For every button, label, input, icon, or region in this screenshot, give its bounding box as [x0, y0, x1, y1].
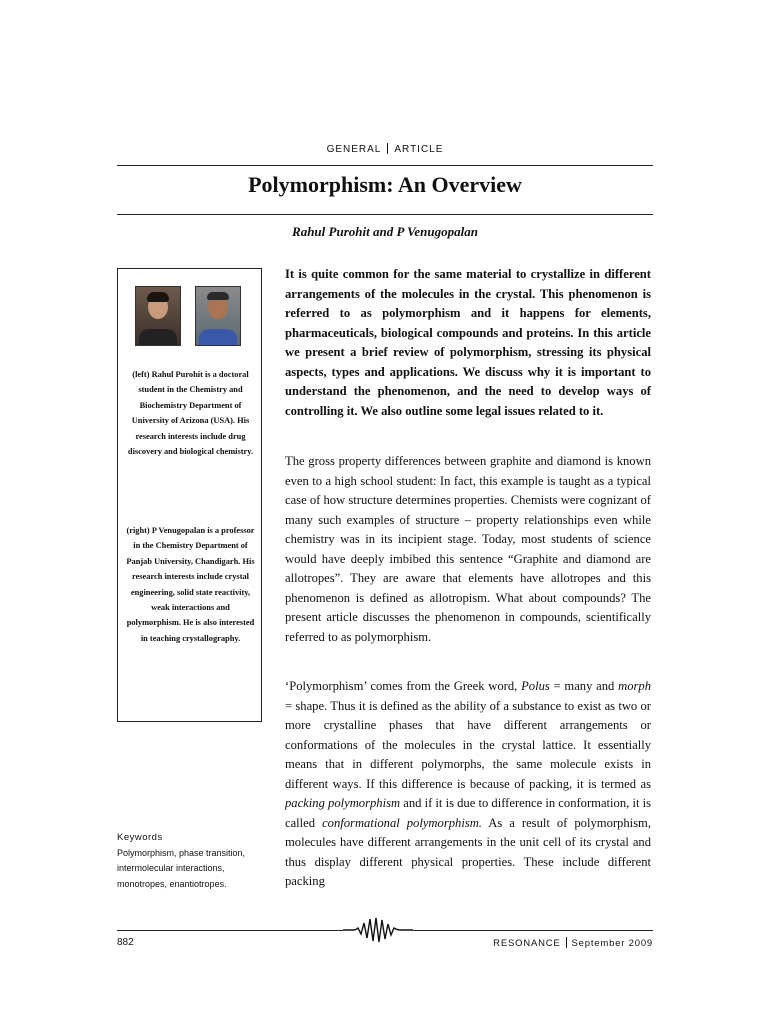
title-rule — [117, 214, 653, 215]
keywords-title: Keywords — [117, 832, 163, 843]
keywords-block — [117, 830, 277, 892]
section-separator — [387, 143, 388, 154]
text-run: = shape. Thus it is defined as the ability of a substance to exist as two or more crystalline phases that have different arrangements or conformations of the molecules in the crystal lattice. It essentially means that in different polymorphs, the same molecule exists in different ways. If this difference is because of packing, it is termed as — [285, 698, 651, 791]
term-packing-polymorphism: packing polymorphism — [285, 796, 401, 810]
article-type: ARTICLE — [394, 144, 444, 155]
author-photo-right — [195, 286, 241, 346]
issue-date: September 2009 — [571, 938, 653, 949]
body-paragraph-1: The gross property differences between graphite and diamond is known even to a high school student: In fact, this example is taught as a typical case of how structure determines properties. Chemists were cognizant of many such examples of structure – property relationships even while chemistry was in its incipient stage. Today, most students of science would have deeply imbibed this sentence “Graphite and diamond are allotropes”. They are aware that elements have allotropes and this phenomenon is defined as allotropism. What about compounds? The present article discusses the phenomenon in compounds, scientifically referred to as polymorphism. — [285, 454, 651, 644]
author-bio-box — [117, 268, 262, 722]
authors: Rahul Purohit and P Venugopalan — [292, 224, 478, 239]
text-run: ‘Polymorphism’ comes from the Greek word, — [285, 679, 522, 693]
header-rule — [117, 165, 653, 166]
term-morph: morph — [618, 679, 651, 693]
page-number: 882 — [117, 937, 134, 948]
abstract: It is quite common for the same material to crystallize in different arrangements of the molecules in the crystal. This phenomenon is referred to as polymorphism and it happens for elements, pharmaceuticals, biological compounds and proteins. In this article we present a brief review of polymorphism, stressing its physical aspects, types and applications. We discuss why it is important to understand the phenomenon, and the need to develop ways of controlling it. We also outline some legal issues related to it. — [285, 267, 651, 418]
term-polus: Polus — [521, 679, 550, 693]
text-run: and if it is due to difference in conformation, it is called — [285, 796, 652, 830]
footer-journal — [440, 937, 653, 949]
bio-right: (right) P Venugopalan is a professor in the Chemistry Department of Panjab University, Chandigarh. His research interests include crystal engineering, solid state reactivity, weak interactions and polymorphism. He is also interested in teaching crystallography. — [126, 526, 255, 643]
footer-separator — [566, 937, 567, 948]
wave-logo-icon — [343, 915, 413, 945]
text-run: = many and — [549, 679, 619, 693]
author-photo-left — [135, 286, 181, 346]
keywords-list: Polymorphism, phase transition, intermolecular interactions, monotropes, enantiotropes. — [117, 847, 246, 889]
body-paragraph-2 — [285, 677, 651, 892]
term-conformational-polymorphism: conformational polymorphism. — [322, 815, 482, 830]
text-run: As a result of polymorphism, molecules have different arrangements in the unit cell of its crystal and thus display different physical properties. These include different packing — [285, 815, 651, 888]
article-title: Polymorphism: An Overview — [248, 172, 522, 197]
section-label — [117, 143, 653, 155]
journal-name: RESONANCE — [493, 938, 561, 949]
section-name: GENERAL — [326, 144, 382, 155]
bio-left: (left) Rahul Purohit is a doctoral student in the Chemistry and Biochemistry Department of University of Arizona (USA). His research interests include drug discovery and biological chemistry. — [127, 370, 254, 457]
